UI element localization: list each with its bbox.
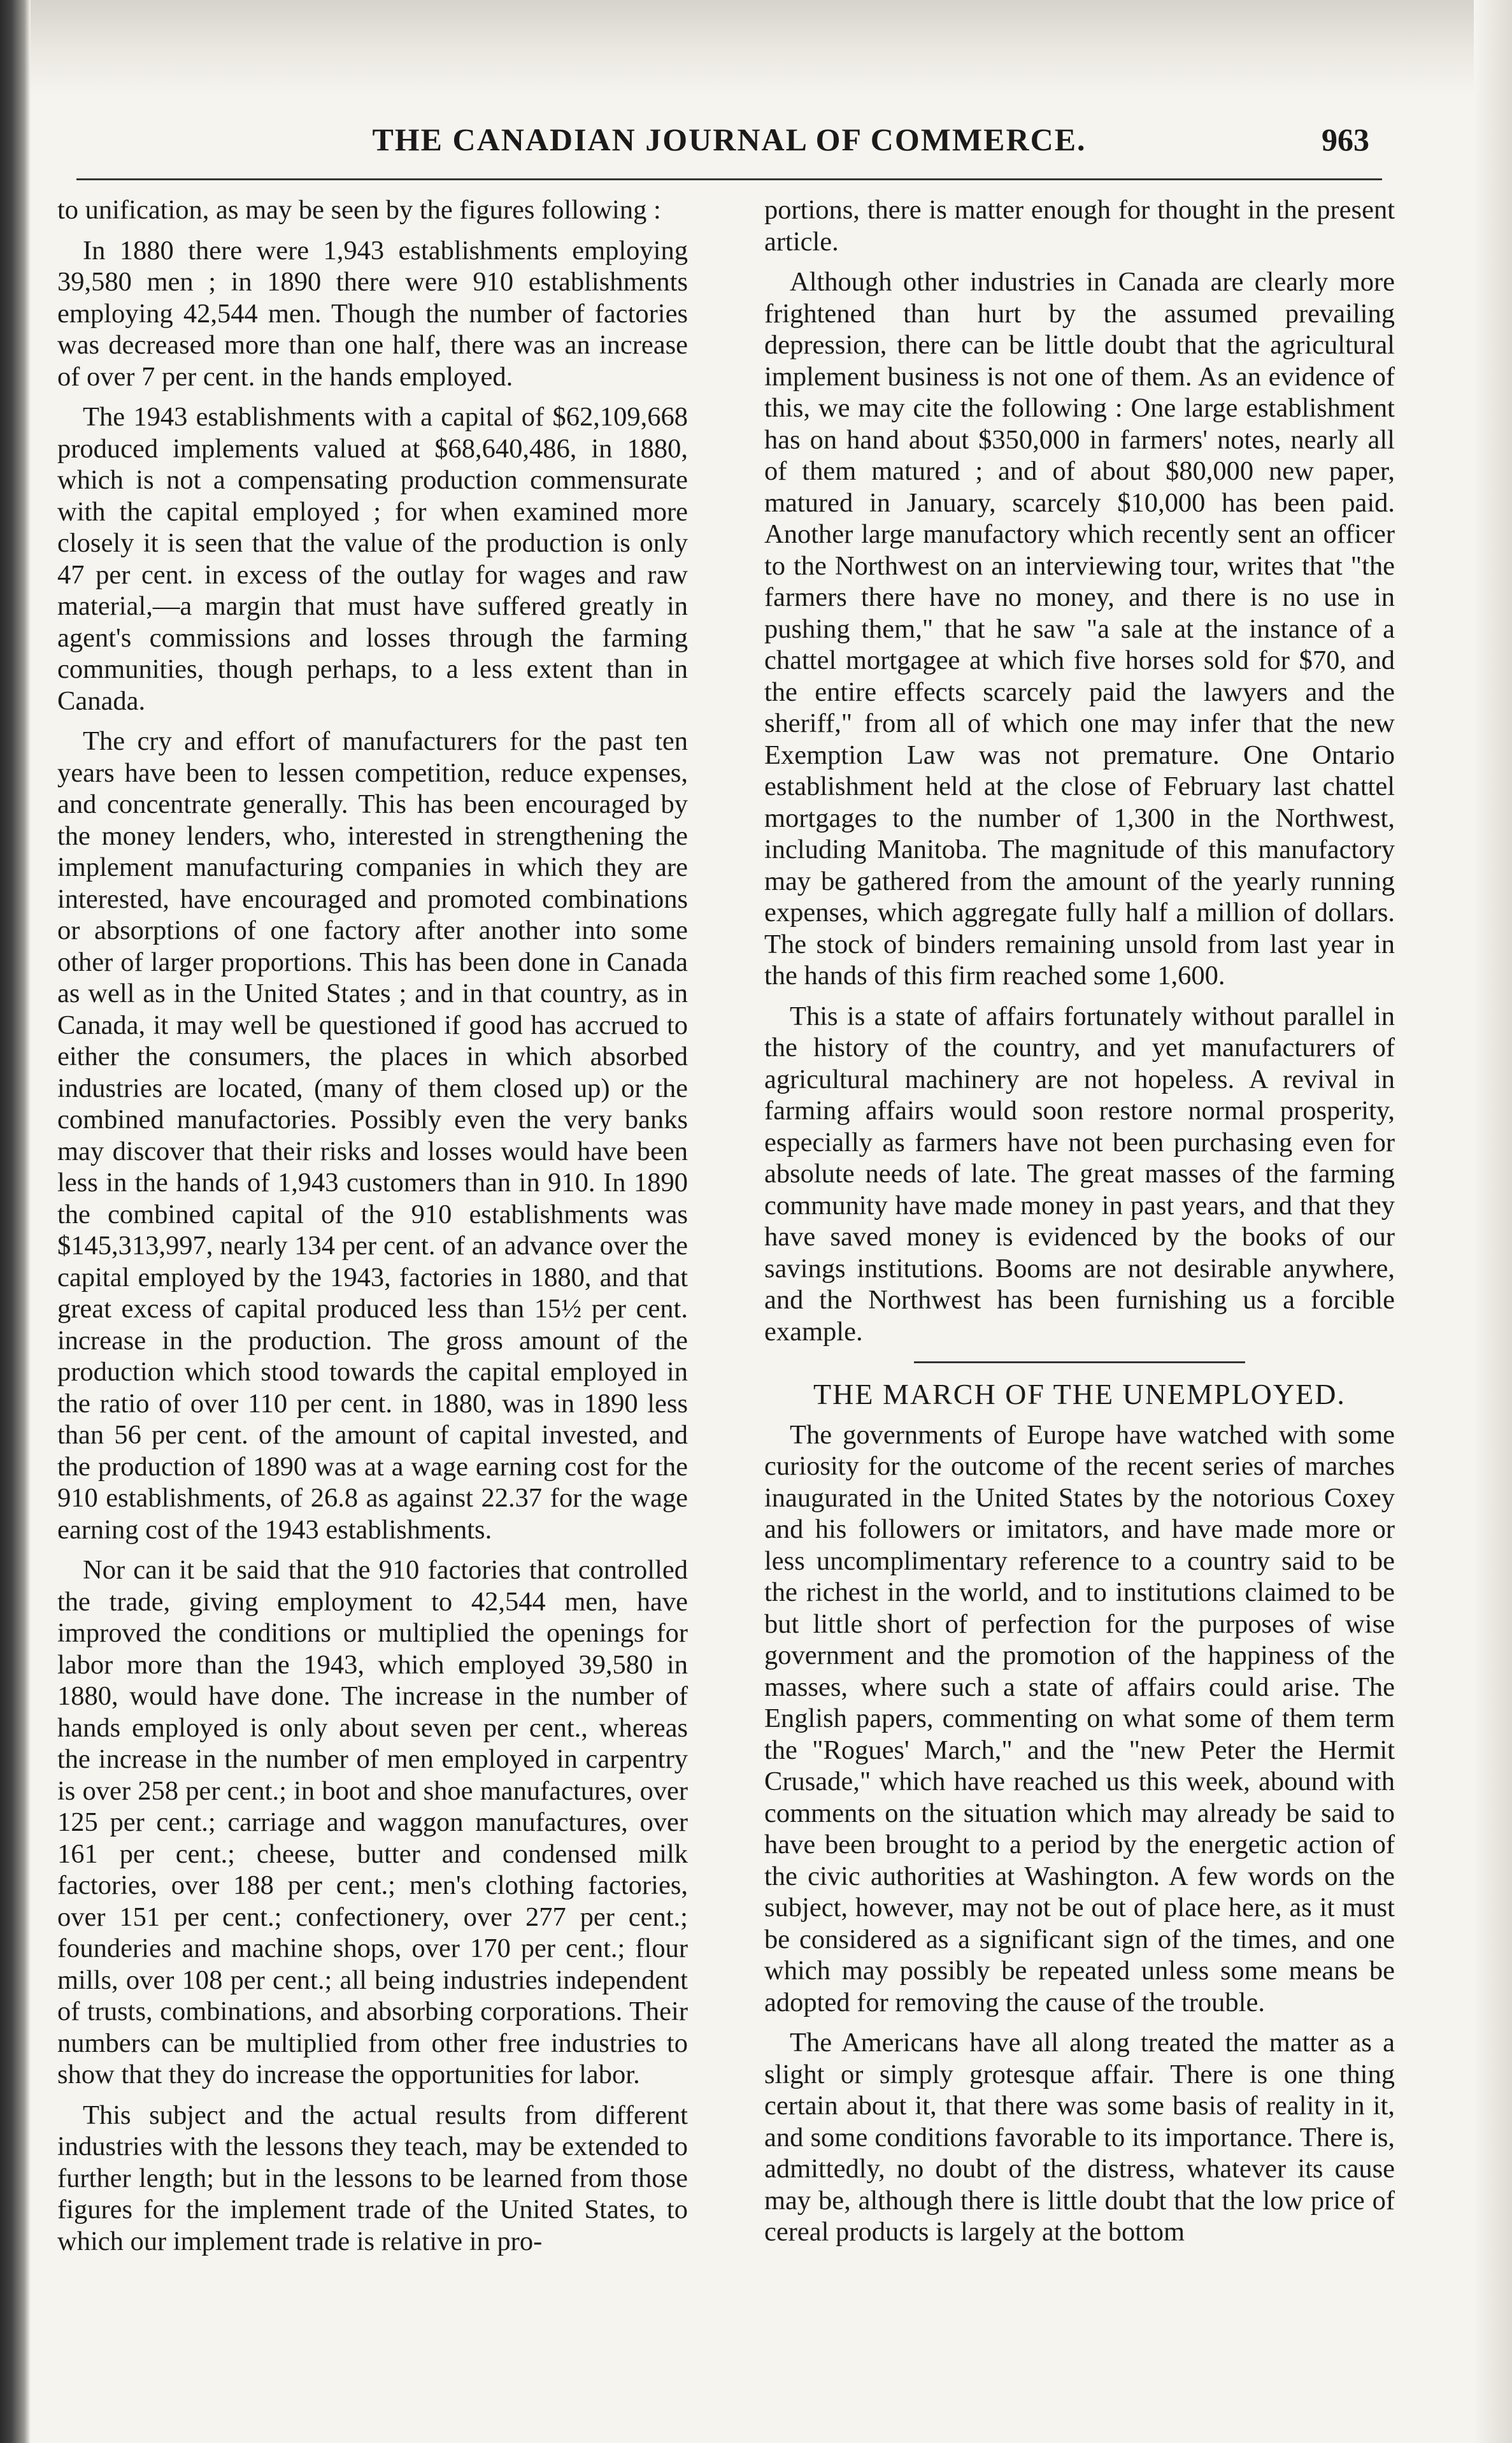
paragraph: This is a state of affairs fortunately without parallel in the history of the country, and yet manufacturers of agricultural machinery are not hopeless. A revival in farming affairs would soon restore normal prosperity, especially as farmers have not been purchasing even for absolute needs of late. The great masses of the farming community have made money in past years, and that they have saved money is evidenced by the books of our savings institutions. Booms are not desirable anywhere, and the Northwest has been furnishing us a forcible example.	[764, 1001, 1395, 1347]
left-column	[57, 194, 688, 2266]
paragraph: The cry and effort of manufacturers for the past ten years have been to lessen competition, reduce expenses, and concentrate generally. This has been encouraged by the money lenders, who, interested in strengthening the implement manufacturing companies in which they are interested, have encouraged and promoted combinations or absorptions of one factory after another into some other of larger proportions. This has been done in Canada as well as in the United States ; and in that country, as in Canada, it may well be questioned if good has accrued to either the consumers, the places in which absorbed industries are located, (many of them closed up) or the combined manufactories. Possibly even the very banks may discover that their risks and losses would have been less in the hands of 1,943 customers than in 910. In 1890 the combined capital of the 910 establishments was $145,313,997, nearly 134 per cent. of an advance over the capital employed by the 1943, factories in 1880, and that great excess of capital produced less than 15½ per cent. increase in the production. The gross amount of the production which stood towards the capital employed in the ratio of over 110 per cent. in 1880, was in 1890 less than 56 per cent. of the amount of capital invested, and the production of 1890 was at a wage earning cost for the 910 establishments, of 26.8 as against 22.37 for the wage earning cost of the 1943 establishments.	[57, 726, 688, 1545]
scan-shading-top	[31, 0, 1512, 96]
paragraph: The governments of Europe have watched with some curiosity for the outcome of the recent series of marches inaugurated in the United States by the notorious Coxey and his followers or imitators, and have made more or less uncomplimentary reference to a country said to be the richest in the world, and to institutions claimed to be but little short of perfection for the purposes of wise government and the promotion of the happiness of the masses, where such a state of affairs could arise. The English papers, commenting on what some of them term the "Rogues' March," and the "new Peter the Hermit Crusade," which have reached us this week, abound with comments on the situation which may already be said to have been brought to a period by the energetic action of the civic authorities at Washington. A few words on the subject, however, may not be out of place here, as it must be considered as a significant sign of the times, and one which may possibly be repeated unless some means be adopted for removing the cause of the trouble.	[764, 1419, 1395, 2017]
section-divider	[914, 1361, 1245, 1363]
paragraph: This subject and the actual results from different industries with the lessons they teach, may be extended to further length; but in the lessons to be learned from those figures for the implement trade of the United States, to which our implement trade is relative in pro-	[57, 2100, 688, 2256]
scan-shading-right	[1474, 0, 1512, 2443]
paragraph: In 1880 there were 1,943 establishments employing 39,580 men ; in 1890 there were 910 establishments employing 42,544 men. Though the number of factories was decreased more than one half, there was an increase of over 7 per cent. in the hands employed.	[57, 235, 688, 392]
article-heading: THE MARCH OF THE UNEMPLOYED.	[813, 1378, 1346, 1410]
paragraph: portions, there is matter enough for thought in the present article.	[764, 195, 1395, 257]
paragraph: to unification, as may be seen by the figures following :	[57, 195, 661, 225]
page-header	[76, 121, 1382, 166]
running-title: THE CANADIAN JOURNAL OF COMMERCE.	[372, 122, 1087, 157]
paragraph: Although other industries in Canada are clearly more frightened than hurt by the assumed prevailing depression, there can be little doubt that the agricultural implement business is not one of them. As an evidence of this, we may cite the following : One large establishment has on hand about $350,000 in farmers' notes, nearly all of them matured ; and of about $80,000 new paper, matured in January, scarcely $10,000 has been paid. Another large manufactory which recently sent an officer to the Northwest on an interviewing tour, writes that "the farmers there have no money, and there is no use in pushing them," that he saw "a sale at the instance of a chattel mortgagee at which five horses sold for $70, and the entire effects scarcely paid the lawyers and the sheriff," from all of which one may infer that the new Exemption Law was not premature. One Ontario establishment held at the close of February last chattel mortgages to the number of 1,300 in the Northwest, including Manitoba. The magnitude of this manufactory may be gathered from the amount of the yearly running expenses, which aggregate fully half a million of dollars. The stock of binders remaining unsold from last year in the hands of this firm reached some 1,600.	[764, 267, 1395, 991]
header-rule	[76, 178, 1382, 180]
paragraph: Nor can it be said that the 910 factories that controlled the trade, giving employment to 42,544 men, have improved the conditions or multiplied the openings for labor more than the 1943, which employed 39,580 in 1880, would have done. The increase in the number of hands employed is only about seven per cent., whereas the increase in the number of men employed in carpentry is over 258 per cent.; in boot and shoe manufactures, over 125 per cent.; carriage and waggon manufactures, over 161 per cent.; cheese, butter and condensed milk factories, over 188 per cent.; men's clothing factories, over 151 per cent.; confectionery, over 277 per cent.; founderies and machine shops, over 170 per cent.; flour mills, over 108 per cent.; all being industries independent of trusts, combinations, and absorbing corporations. Their numbers can be multiplied from other free industries to show that they do increase the opportunities for labor.	[57, 1555, 688, 2089]
paragraph: The Americans have all along treated the matter as a slight or simply grotesque affair. There is one thing certain about it, that there was some basis of reality in it, and some conditions favorable to its importance. There is, admittedly, no doubt of the distress, whatever its cause may be, although there is little doubt that the low price of cereal products is largely at the bottom	[764, 2028, 1395, 2247]
page-number: 963	[1322, 122, 1369, 157]
page-binding-edge	[0, 0, 31, 2443]
paragraph: The 1943 establishments with a capital of $62,109,668 produced implements valued at $68,640,486, in 1880, which is not a compensating production commensurate with the capital employed ; for when examined more closely it is seen that the value of the production is only 47 per cent. in excess of the outlay for wages and raw material,—a margin that must have suffered greatly in agent's commissions and losses through the farming communities, though perhaps, to a less extent than in Canada.	[57, 402, 688, 716]
right-column	[764, 194, 1395, 2257]
